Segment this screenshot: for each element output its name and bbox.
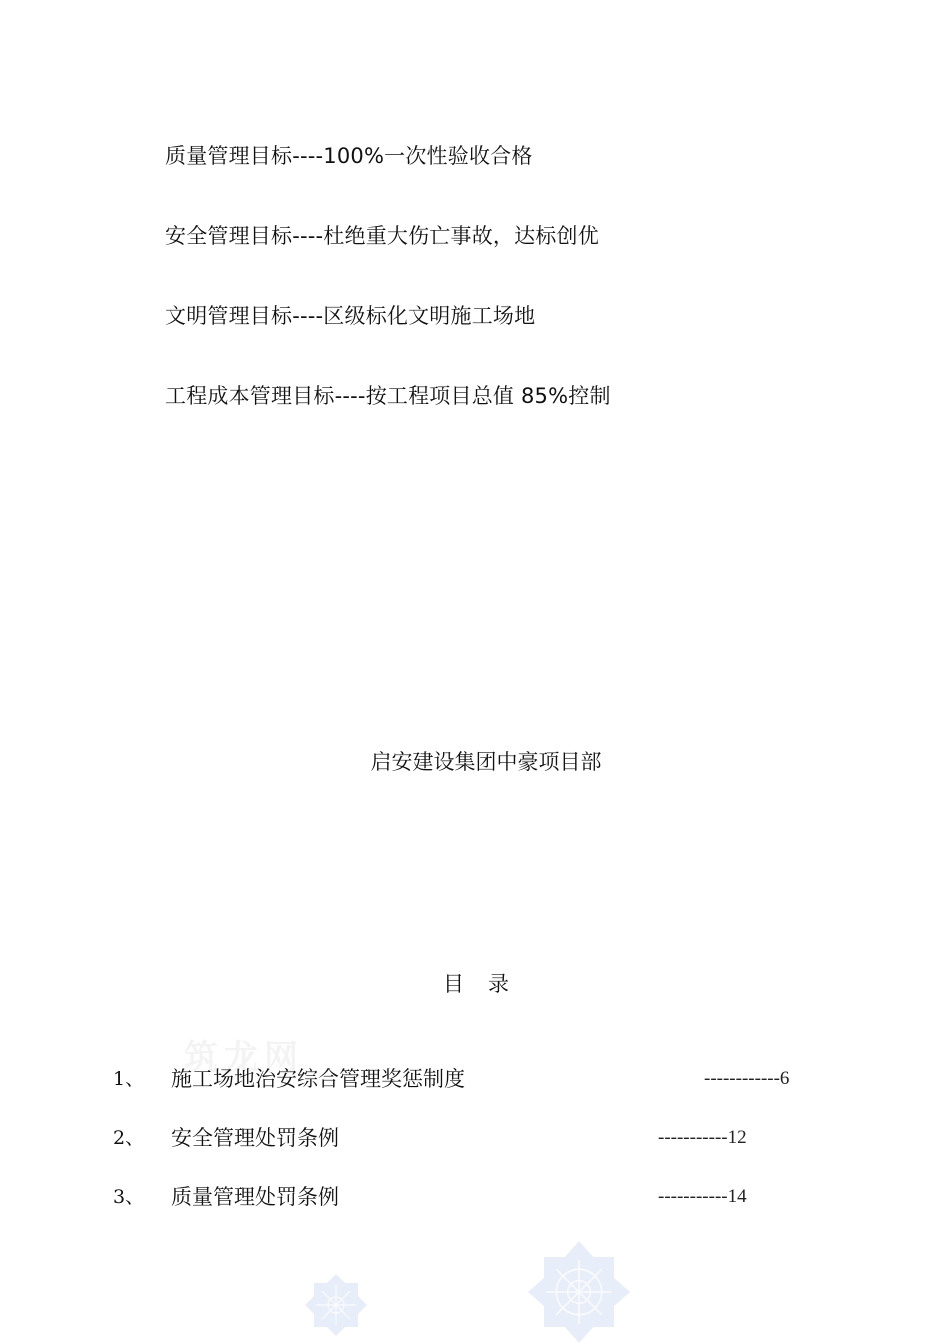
snowflake-watermark-icon	[303, 1272, 369, 1338]
quality-goal: 质量管理目标----100%一次性验收合格	[165, 144, 533, 168]
safety-goal: 安全管理目标----杜绝重大伤亡事故，达标创优	[165, 224, 599, 248]
toc-item-page: ------------6	[704, 1068, 790, 1089]
snowflake-watermark-icon	[524, 1240, 634, 1344]
toc-item[interactable]	[0, 1123, 950, 1153]
toc-item-page: -----------12	[658, 1127, 747, 1148]
toc-item-text: 施工场地治安综合管理奖惩制度	[171, 1067, 465, 1091]
toc-item-number: 3、	[113, 1186, 145, 1208]
toc-item-number: 2、	[113, 1127, 145, 1149]
civilization-goal: 文明管理目标----区级标化文明施工场地	[165, 304, 536, 328]
toc-item-text: 安全管理处罚条例	[171, 1126, 339, 1150]
organization-name: 启安建设集团中豪项目部	[370, 750, 602, 774]
toc-item-text: 质量管理处罚条例	[171, 1185, 339, 1209]
cost-goal: 工程成本管理目标----按工程项目总值 85%控制	[165, 384, 611, 408]
toc-title: 目录	[443, 972, 533, 996]
toc-item[interactable]	[0, 1182, 950, 1212]
toc-item-number: 1、	[113, 1068, 145, 1090]
toc-item-page: -----------14	[658, 1186, 747, 1207]
watermark-text: 筑龙网	[184, 1038, 304, 1078]
toc-item[interactable]	[0, 1064, 950, 1094]
